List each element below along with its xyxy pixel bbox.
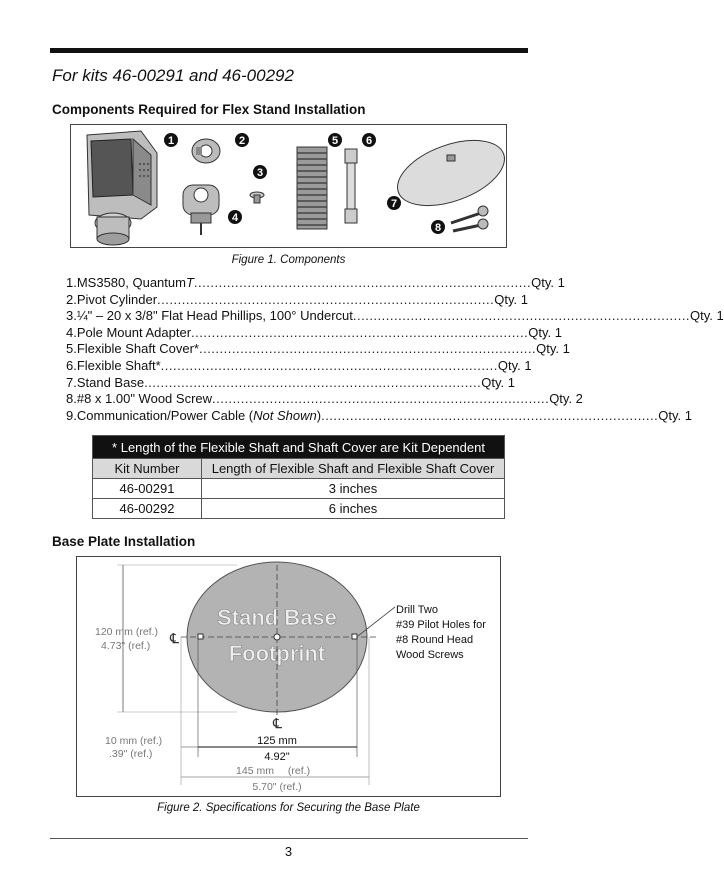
item-name: Communication/Power Cable (Not Shown)	[76, 407, 322, 423]
pivot-cylinder-illustration	[192, 139, 220, 163]
table-header: * Length of the Flexible Shaft and Shaft Cover are Kit Dependent	[93, 436, 505, 459]
item-qty: Qty. 1	[481, 374, 515, 390]
callout-2: 2	[238, 135, 246, 147]
callout-1: 1	[167, 135, 175, 147]
table-row	[93, 499, 505, 519]
callout-7: 7	[390, 198, 398, 210]
base-plate-figure	[76, 556, 501, 797]
list-item	[66, 291, 528, 309]
item-qty: Qty. 1	[690, 308, 724, 324]
table-row	[93, 479, 505, 499]
page-number: 3	[284, 844, 293, 859]
base-plate-diagram	[77, 557, 500, 796]
leader-dots: ..................................................................................	[160, 357, 498, 373]
center-mark	[274, 634, 280, 640]
dim-492in: 4.92"	[264, 751, 290, 763]
list-item	[66, 374, 515, 392]
item-name: MS3580, QuantumT	[76, 275, 194, 290]
item-number: 5.	[66, 341, 77, 357]
dim-39in: .39" (ref.)	[109, 748, 153, 760]
kit-number-cell: 46-00292	[93, 499, 202, 519]
item-name: ¼" – 20 x 3/8" Flat Head Phillips, 100° Undercut	[76, 308, 353, 324]
footprint-label-2: Footprint	[228, 641, 326, 666]
flat-head-screw-illustration	[250, 192, 264, 203]
leader-dots: ..................................................................................	[157, 291, 495, 307]
item-number: 3.	[66, 308, 77, 324]
leader-dots: ..................................................................................	[193, 275, 532, 290]
components-list	[66, 275, 724, 424]
drill-note-line2: #39 Pilot Holes for	[396, 619, 486, 631]
column-header-kit: Kit Number	[93, 459, 202, 479]
item-qty: Qty. 2	[549, 391, 583, 407]
kits-title: For kits 46-00291 and 46-00292	[52, 66, 294, 85]
kit-length-table	[92, 435, 505, 519]
base-plate-heading: Base Plate Installation	[52, 534, 196, 549]
length-cell: 6 inches	[202, 499, 505, 519]
item-name: Flexible Shaft*	[76, 357, 161, 373]
leader-dots: ..................................................................................	[191, 324, 529, 340]
top-rule	[50, 48, 528, 53]
item-qty: Qty. 1	[536, 341, 570, 357]
scanner-illustration	[87, 131, 157, 245]
drill-note-line4: Wood Screws	[396, 649, 464, 661]
dim-570in: 5.70" (ref.)	[252, 781, 302, 793]
item-name: Pole Mount Adapter	[76, 324, 192, 340]
item-number: 2.	[66, 291, 77, 307]
pole-mount-adapter-illustration	[183, 185, 219, 235]
callout-4: 4	[231, 212, 239, 224]
components-heading: Components Required for Flex Stand Installation	[52, 102, 366, 117]
item-qty: Qty. 1	[531, 275, 565, 290]
list-item	[66, 391, 583, 408]
item-qty: Qty. 1	[528, 324, 562, 340]
length-cell: 3 inches	[202, 479, 505, 499]
item-number: 8.	[66, 391, 77, 407]
stand-base-illustration	[389, 128, 513, 219]
leader-dots: ..................................................................................	[198, 341, 537, 357]
list-item	[66, 308, 724, 325]
kit-number-cell: 46-00291	[93, 479, 202, 499]
callout-6: 6	[365, 135, 373, 147]
item-name: Flexible Shaft Cover*	[76, 341, 199, 357]
dim-125mm: 125 mm	[257, 735, 297, 747]
dim-473in: 4.73" (ref.)	[101, 640, 151, 652]
centerline-symbol-bottom: ℄	[273, 715, 282, 731]
drill-note-line3: #8 Round Head	[396, 634, 474, 646]
components-illustration	[71, 125, 506, 247]
column-header-length: Length of Flexible Shaft and Flexible Shaft Cover	[202, 459, 505, 479]
list-item	[66, 407, 692, 425]
dim-145mm: 145 mm	[236, 765, 274, 777]
list-item	[66, 324, 562, 342]
item-number: 1.	[66, 275, 77, 290]
item-number: 4.	[66, 324, 77, 340]
wood-screws-illustration	[451, 206, 488, 231]
figure1-caption: Figure 1. Components	[231, 254, 346, 266]
leader-dots: ..................................................................................	[352, 308, 691, 324]
flexible-shaft-cover-illustration	[297, 147, 327, 229]
item-qty: Qty. 1	[494, 291, 528, 307]
leader-dots: ..................................................................................	[144, 374, 482, 390]
dim-10mm: 10 mm (ref.)	[105, 735, 163, 747]
footer-rule	[50, 838, 528, 839]
leader-dots: ..................................................................................	[321, 407, 659, 423]
item-number: 7.	[66, 374, 77, 390]
dim-145-ref: (ref.)	[287, 765, 311, 777]
list-item	[66, 341, 570, 358]
list-item	[66, 357, 532, 375]
footprint-label-1: Stand Base	[217, 605, 337, 630]
dim-120mm: 120 mm (ref.)	[95, 626, 159, 638]
item-qty: Qty. 1	[658, 407, 692, 423]
item-number: 9.	[66, 407, 77, 423]
callout-3: 3	[256, 167, 264, 179]
item-qty: Qty. 1	[497, 357, 532, 373]
leader-dots: ..................................................................................	[212, 391, 550, 407]
centerline-symbol-left: ℄	[170, 630, 179, 646]
item-name: #8 x 1.00" Wood Screw	[76, 391, 213, 407]
components-figure	[70, 124, 507, 248]
list-item	[66, 275, 565, 292]
flexible-shaft-illustration	[345, 149, 357, 223]
pilot-hole-right	[352, 634, 357, 639]
figure2-caption: Figure 2. Specifications for Securing the Base Plate	[157, 802, 420, 814]
callout-5: 5	[331, 135, 339, 147]
item-number: 6.	[66, 357, 77, 373]
drill-note-line1: Drill Two	[396, 604, 438, 616]
callout-8: 8	[434, 222, 442, 234]
item-name: Pivot Cylinder	[76, 291, 158, 307]
item-name: Stand Base	[76, 374, 145, 390]
pilot-hole-left	[198, 634, 203, 639]
